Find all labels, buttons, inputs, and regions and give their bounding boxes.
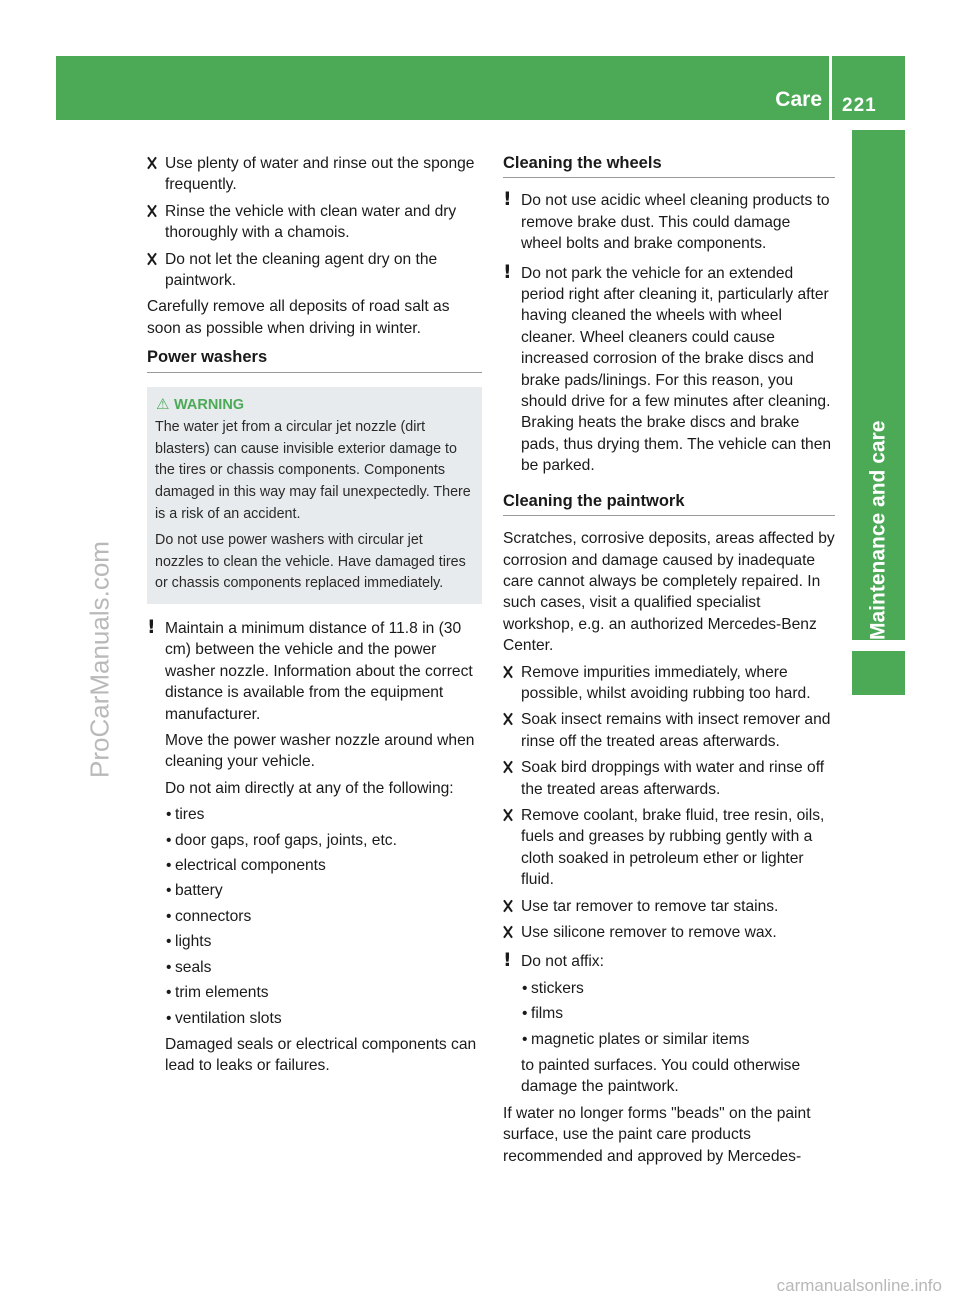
note-text: Do not use acidic wheel cleaning products to remove brake dust. This could damage wheel bolts and brake components. bbox=[521, 192, 830, 253]
step-item: Do not let the cleaning agent dry on the paintwork. bbox=[147, 249, 482, 292]
step-item: Remove impurities immediately, where possible, whilst avoiding rubbing too hard. bbox=[503, 662, 835, 705]
step-x-icon bbox=[503, 760, 513, 774]
list-item: • trim elements bbox=[165, 982, 482, 1003]
step-item: Use silicone remover to remove wax. bbox=[503, 922, 835, 943]
section-title: Care bbox=[775, 88, 822, 111]
side-tab-text: Maintenance and care bbox=[866, 420, 890, 640]
note-block bbox=[147, 618, 482, 1077]
exclamation-icon: ! bbox=[503, 188, 512, 211]
bullet-list bbox=[165, 804, 482, 1029]
list-item: • films bbox=[521, 1003, 835, 1024]
note-text: Do not park the vehicle for an extended period right after cleaning it, particularly after having cleaned the wheels with wheel cleaner. Wheel cleaners could cause increased corrosion of the brake discs and brake pads/linings. For this reason, you should drive for a few minutes after cleaning. Braking heats the brake discs and brake pads, thus drying them. The vehicle can then be parked. bbox=[521, 264, 832, 475]
note-text: Move the power washer nozzle around when cleaning your vehicle. bbox=[165, 732, 475, 771]
step-x-icon bbox=[147, 204, 157, 218]
step-x-icon bbox=[147, 156, 157, 170]
salt-paragraph: Carefully remove all deposits of road salt as soon as possible when driving in winter. bbox=[147, 298, 450, 337]
step-item: Soak insect remains with insect remover and rinse off the treated areas afterwards. bbox=[503, 709, 835, 752]
side-marker bbox=[852, 651, 905, 695]
step-x-icon bbox=[503, 665, 513, 679]
exclamation-icon: ! bbox=[147, 616, 156, 638]
bullet-list bbox=[521, 978, 835, 1050]
warning-text: Do not use power washers with circular jet nozzles to clean the vehicle. Have damaged tires or chassis components replaced immediately. bbox=[155, 532, 466, 592]
right-column bbox=[503, 153, 835, 1172]
page-number: 221 bbox=[842, 95, 877, 116]
side-tab-label bbox=[852, 130, 905, 640]
left-column bbox=[147, 153, 482, 1082]
step-item: Use plenty of water and rinse out the sponge frequently. bbox=[147, 153, 482, 196]
note-block bbox=[503, 190, 835, 254]
list-item: • seals bbox=[165, 957, 482, 978]
warning-text: The water jet from a circular jet nozzle (dirt blasters) can cause invisible exterior damage to the tires or chassis components. Components damaged in this way may fail unexpectedly. There is a risk of an accident. bbox=[155, 419, 471, 522]
footer-watermark: carmanualsonline.info bbox=[776, 1276, 942, 1295]
step-x-icon bbox=[147, 252, 157, 266]
warning-header: ⚠ WARNING bbox=[155, 394, 474, 417]
exclamation-icon: ! bbox=[503, 260, 512, 283]
list-item: • stickers bbox=[521, 978, 835, 999]
list-item: • connectors bbox=[165, 906, 482, 927]
warning-triangle-icon: ⚠ bbox=[156, 395, 170, 413]
paintwork-heading: Cleaning the paintwork bbox=[503, 491, 835, 516]
paintwork-paragraph: Scratches, corrosive deposits, areas affected by corrosion and damage caused by inadequate care cannot always be completely repaired. In such cases, visit a qualified specialist workshop, e.g. an authorized Mercedes-Benz Center. bbox=[503, 530, 835, 655]
note-text: Do not aim directly at any of the following: bbox=[165, 779, 454, 797]
beads-paragraph: If water no longer forms "beads" on the paint surface, use the paint care products recommended and approved by Mercedes- bbox=[503, 1104, 811, 1165]
power-washers-heading: Power washers bbox=[147, 347, 482, 372]
step-item: Soak bird droppings with water and rinse off the treated areas afterwards. bbox=[503, 757, 835, 800]
header-divider bbox=[829, 56, 832, 120]
step-item: Rinse the vehicle with clean water and dry thoroughly with a chamois. bbox=[147, 201, 482, 244]
note-block bbox=[503, 260, 835, 477]
note-text: to painted surfaces. You could otherwise damage the paintwork. bbox=[521, 1057, 801, 1096]
list-item: • lights bbox=[165, 931, 482, 952]
note-text: Maintain a minimum distance of 11.8 in (30 cm) between the vehicle and the power washer nozzle. Information about the correct distance is available from the equipment manufacturer. bbox=[165, 620, 473, 723]
step-item: Remove coolant, brake fluid, tree resin, oils, fuels and greases by rubbing gently with a cloth soaked in petroleum ether or lighter fluid. bbox=[503, 805, 835, 891]
list-item: • magnetic plates or similar items bbox=[521, 1029, 835, 1050]
step-item: Use tar remover to remove tar stains. bbox=[503, 896, 835, 917]
note-block bbox=[503, 951, 835, 1097]
step-x-icon bbox=[503, 899, 513, 913]
note-text: Damaged seals or electrical components can lead to leaks or failures. bbox=[165, 1035, 477, 1075]
exclamation-icon: ! bbox=[503, 949, 512, 972]
watermark: ProCarManuals.com bbox=[84, 541, 115, 779]
wheels-heading: Cleaning the wheels bbox=[503, 153, 835, 178]
list-item: • electrical components bbox=[165, 855, 482, 876]
step-x-icon bbox=[503, 925, 513, 939]
list-item: • door gaps, roof gaps, joints, etc. bbox=[165, 830, 482, 851]
list-item: • tires bbox=[165, 804, 482, 825]
note-text: Do not affix: bbox=[521, 953, 604, 971]
list-item: • ventilation slots bbox=[165, 1008, 482, 1029]
step-x-icon bbox=[503, 712, 513, 726]
list-item: • battery bbox=[165, 880, 482, 901]
warning-box bbox=[147, 387, 482, 604]
step-x-icon bbox=[503, 808, 513, 822]
